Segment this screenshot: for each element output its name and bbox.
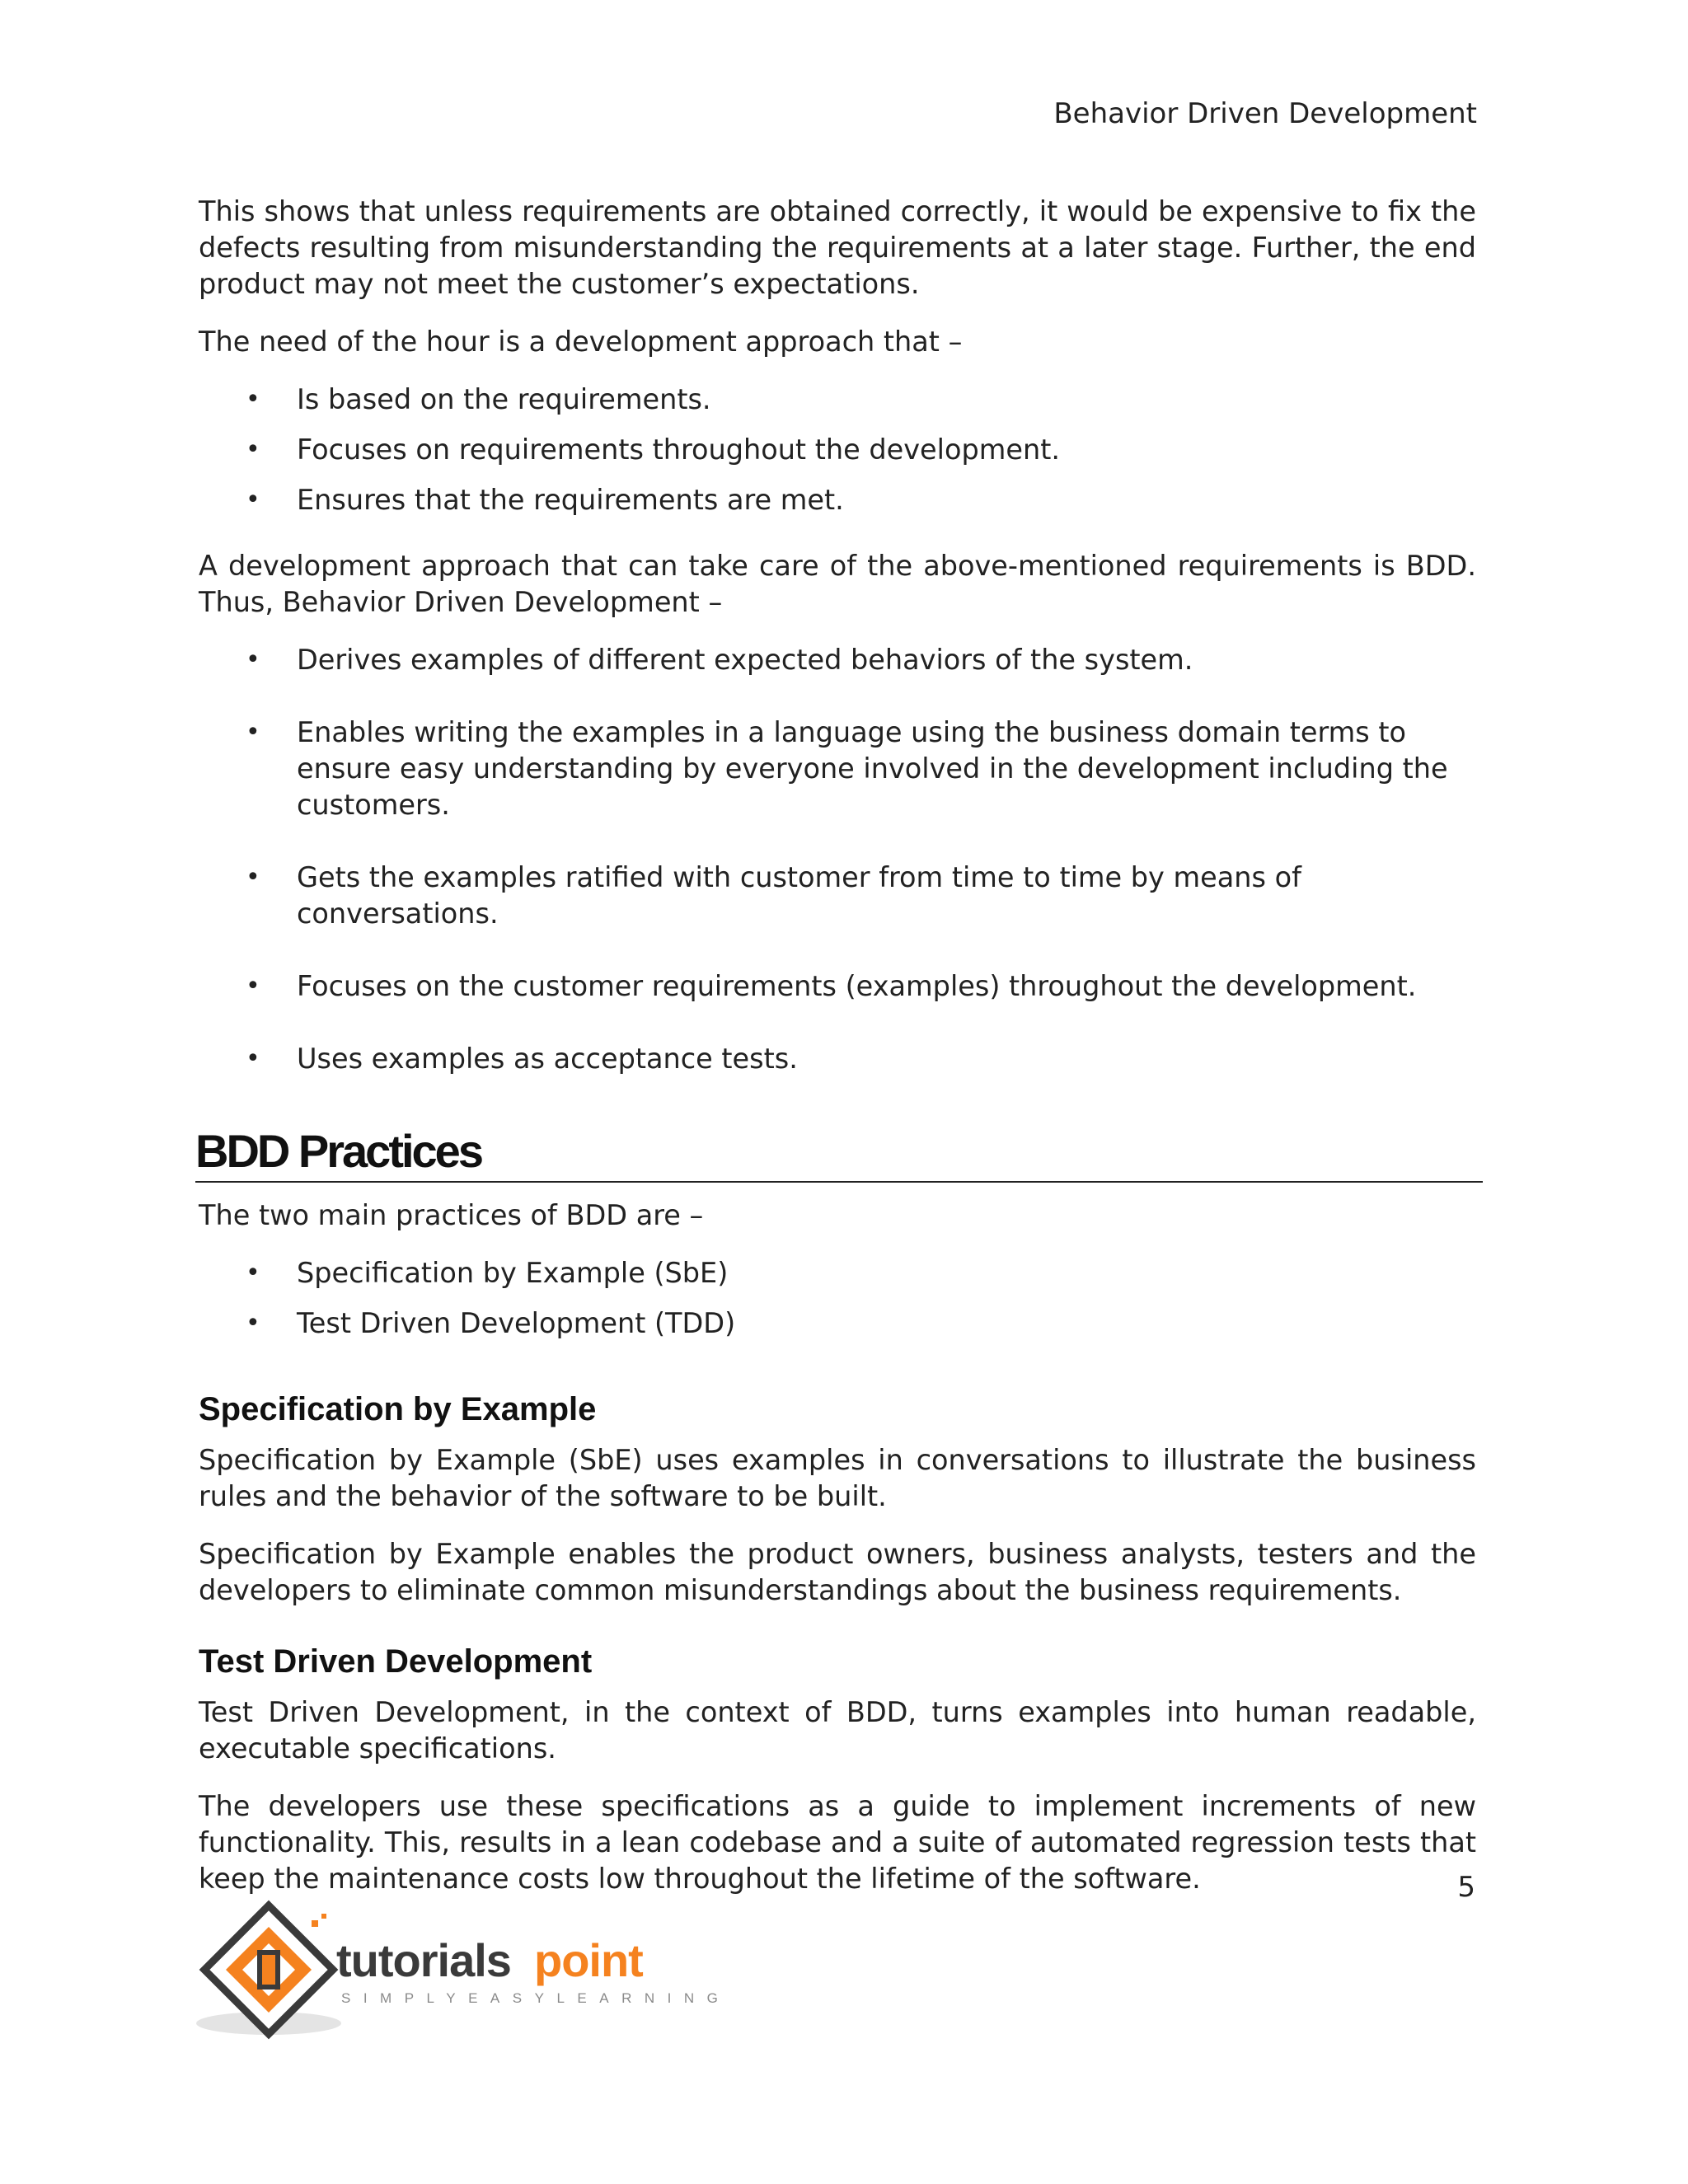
logo-word-point: point [534,1934,643,1986]
logo-tagline: SIMPLYEASYLEARNING [341,1990,731,2006]
list-item: • Is based on the requirements. [199,382,1476,418]
list-item: • Ensures that the requirements are met. [199,482,1476,518]
subsection-heading: Test Driven Development [199,1643,593,1680]
bullet-list [199,1255,1476,1342]
list-item: • Uses examples as acceptance tests. [199,1041,1476,1077]
paragraph: The need of the hour is a development approach that – [199,326,963,358]
paragraph: Test Driven Development, in the context of BDD, turns examples into human readable, executable specifications. [199,1696,1476,1765]
paragraph: The developers use these specifications as a guide to implement increments of new functionality. This, results in a lean codebase and a suite of automated regression tests that keep the maintenance costs low throughout the lifetime of the software. [199,1790,1476,1895]
bullet-list [199,642,1476,1077]
running-header: Behavior Driven Development [1053,97,1477,130]
paragraph: Specification by Example (SbE) uses examples in conversations to illustrate the business rules and the behavior of the software to be built. [199,1444,1476,1512]
paragraph: Specification by Example enables the product owners, business analysts, testers and the developers to eliminate common misunderstandings about the business requirements. [199,1538,1476,1606]
paragraph: This shows that unless requirements are obtained correctly, it would be expensive to fix the defects resulting from misunderstanding the requirements at a later stage. Further, the end product may not meet the customer’s expectations. [199,195,1476,300]
list-item: • Derives examples of different expected behaviors of the system. [199,642,1476,678]
paragraph: A development approach that can take care of the above-mentioned requirements is BDD. Thus, Behavior Driven Development – [199,550,1476,618]
list-item: • Specification by Example (SbE) [199,1255,1476,1291]
subsection-heading: Specification by Example [199,1391,597,1427]
page-content [195,194,1476,1919]
section-heading: BDD Practices [195,1125,1483,1183]
logo-word-tutorials: tutorials [336,1934,511,1986]
list-item: • Enables writing the examples in a language using the business domain terms to ensure easy understanding by everyone involved in the development including the customers. [199,715,1476,823]
tutorialspoint-logo [195,1896,731,2044]
paragraph: The two main practices of BDD are – [199,1199,704,1231]
list-item: • Test Driven Development (TDD) [199,1305,1476,1342]
list-item: • Focuses on the customer requirements (examples) throughout the development. [199,968,1476,1005]
page-number: 5 [1457,1871,1475,1904]
list-item: • Gets the examples ratified with customer from time to time by means of conversations. [199,860,1476,932]
bullet-list [199,382,1476,518]
list-item: • Focuses on requirements throughout the development. [199,432,1476,468]
